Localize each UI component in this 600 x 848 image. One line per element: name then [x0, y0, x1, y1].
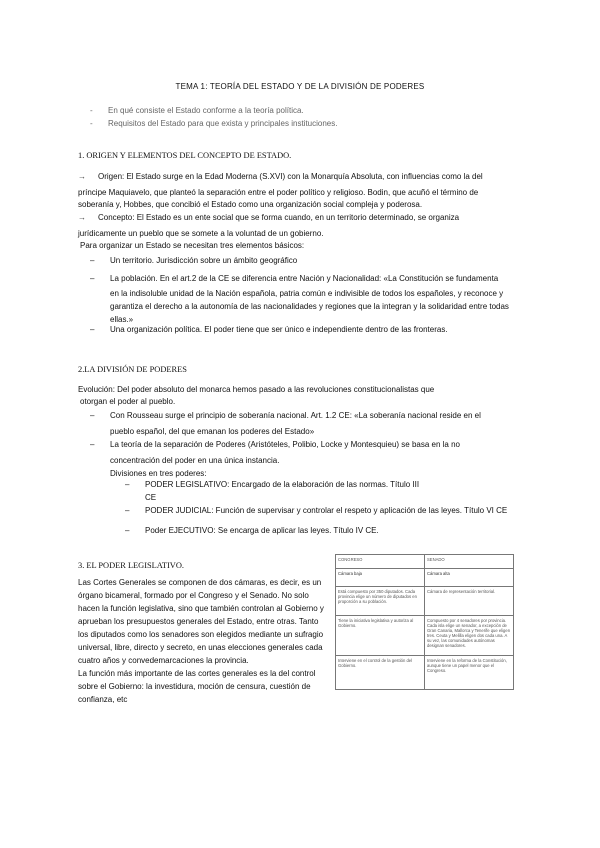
dash-bullet-icon: – — [90, 256, 95, 265]
element-item: – Una organización política. El poder tiene que ser único e independiente dentro de las fronteras. — [90, 325, 448, 334]
arrow-bullet-icon: → — [78, 172, 86, 181]
concepto-line: jurídicamente un pueblo que se somete a la voluntad de un gobierno. — [78, 229, 324, 238]
table-cell: Tiene la iniciativa legislativa y autoriza al Gobierno. — [336, 616, 425, 656]
table-cell: Está compuesto por 350 diputados. Cada provincia elige un número de diputados en proporción a su población. — [336, 587, 425, 616]
division-item: – Con Rousseau surge el principio de soberanía nacional. Art. 1.2 CE: «La soberanía nacional reside en el pueblo español, del que emanan los poderes del Estado» — [90, 411, 481, 436]
arrow-bullet-icon: → — [78, 213, 86, 222]
evolution-line: Evolución: Del poder absoluto del monarca hemos pasado a las revoluciones constitucionalistas que — [78, 385, 435, 394]
dash-bullet-icon: – — [125, 526, 130, 535]
division-item: – La teoría de la separación de Poderes (Aristóteles, Polibio, Locke y Montesquieu) se basa en la no concentración del poder en una única instancia. Divisiones en tres poderes: — [90, 440, 460, 478]
table-row — [336, 656, 514, 690]
element-item: – Un territorio. Jurisdicción sobre un ámbito geográfico — [90, 256, 298, 265]
table-header-row — [336, 555, 514, 569]
intro-item: - Requisitos del Estado para que exista y principales instituciones. — [90, 119, 338, 128]
dash-bullet-icon: – — [90, 274, 95, 283]
table-cell: Interviene en el control de la gestión del Gobierno. — [336, 656, 425, 690]
dash-bullet-icon: – — [125, 506, 130, 515]
cortes-comparison-table — [335, 554, 514, 690]
elements-intro: Para organizar un Estado se necesitan tres elementos básicos: — [80, 241, 305, 250]
power-item: – PODER LEGISLATIVO: Encargado de la elaboración de las normas. Título III CE — [125, 480, 420, 502]
section2-heading: 2.LA DIVISIÓN DE PODERES — [78, 365, 187, 374]
element-item: – La población. En el art.2 de la CE se diferencia entre Nación y Nacionalidad: «La Constitución se fundamenta en la indisoluble unidad de la Nación española, patria común e indivisible de todos los españoles, y reconoce y garantiza el derecho a la autonomía de las nacionalidades y regiones que la integran y la solidaridad entre todas ellas.» — [90, 274, 509, 324]
table-header-cell: SENADO — [425, 555, 514, 569]
section3-heading: 3. EL PODER LEGISLATIVO. — [78, 561, 184, 570]
dash-bullet-icon: – — [125, 480, 130, 489]
dash-bullet-icon: - — [90, 106, 93, 115]
table-row — [336, 587, 514, 616]
table-header-cell: CONGRESO — [336, 555, 425, 569]
table-cell: Compuesto por 4 senadores por provincia. Cada isla elige un senador, a excepción de Gran Canaria, Mallorca y Tenerife que eligen tres. Ceuta y Melilla eligen dos cada una. A su vez, las comunidades autónomas designan senadores. — [425, 616, 514, 656]
origen-line: soberanía y, Hobbes, que concibió el Estado como una organización social compleja y poderosa. — [78, 200, 423, 209]
dash-bullet-icon: – — [90, 440, 95, 449]
power-item: – PODER JUDICIAL: Función de supervisar y controlar el respeto y aplicación de las leyes. Título VI CE — [125, 506, 508, 515]
table-row — [336, 569, 514, 587]
concepto-paragraph: → Concepto: El Estado es un ente social que se forma cuando, en un territorio determinado, se organiza — [78, 213, 460, 222]
evolution-line: otorgan el poder al pueblo. — [80, 397, 176, 406]
intro-list — [90, 104, 550, 130]
page-title: TEMA 1: TEORÍA DEL ESTADO Y DE LA DIVISIÓN DE PODERES — [175, 82, 425, 91]
dash-bullet-icon: – — [90, 411, 95, 420]
table-row — [336, 616, 514, 656]
dash-bullet-icon: - — [90, 119, 93, 128]
table-cell: Cámara de representación territorial. — [425, 587, 514, 616]
table-cell: Interviene en la reforma de la Constitución, aunque tiene un papel menor que el Congreso. — [425, 656, 514, 690]
origen-paragraph: → Origen: El Estado surge en la Edad Moderna (S.XVI) con la Monarquía Absoluta, con influencias como la del — [78, 172, 483, 181]
dash-bullet-icon: – — [90, 325, 95, 334]
origen-line: príncipe Maquiavelo, que planteó la separación entre el poder político y religioso. Bodin, que acuñó el término de — [78, 188, 479, 197]
intro-item: - En qué consiste el Estado conforme a la teoría política. — [90, 106, 304, 115]
table-cell: Cámara baja — [336, 569, 425, 587]
table-cell: Cámara alta — [425, 569, 514, 587]
power-item: – Poder EJECUTIVO: Se encarga de aplicar las leyes. Título IV CE. — [125, 526, 379, 535]
legislative-paragraph: Las Cortes Generales se componen de dos cámaras, es decir, es un órgano bicameral, formado por el Congreso y el Senado. No solo hacen la función legislativa, sino que también controlan al Gobierno y aprueban los presupuestos generales del Estado, entre otras. Tanto los diputados como los senadores son elegidos mediante un sufragio universal, libre, directo y secreto, en unas elecciones generales cada cuatro años y convedemarcaciones la provincia. La función más importante de las cortes generales es la del control sobre el Gobierno: la investidura, moción de censura, cuestión de confianza, etc — [78, 578, 324, 704]
section1-heading: 1. ORIGEN Y ELEMENTOS DEL CONCEPTO DE ESTADO. — [78, 151, 292, 160]
